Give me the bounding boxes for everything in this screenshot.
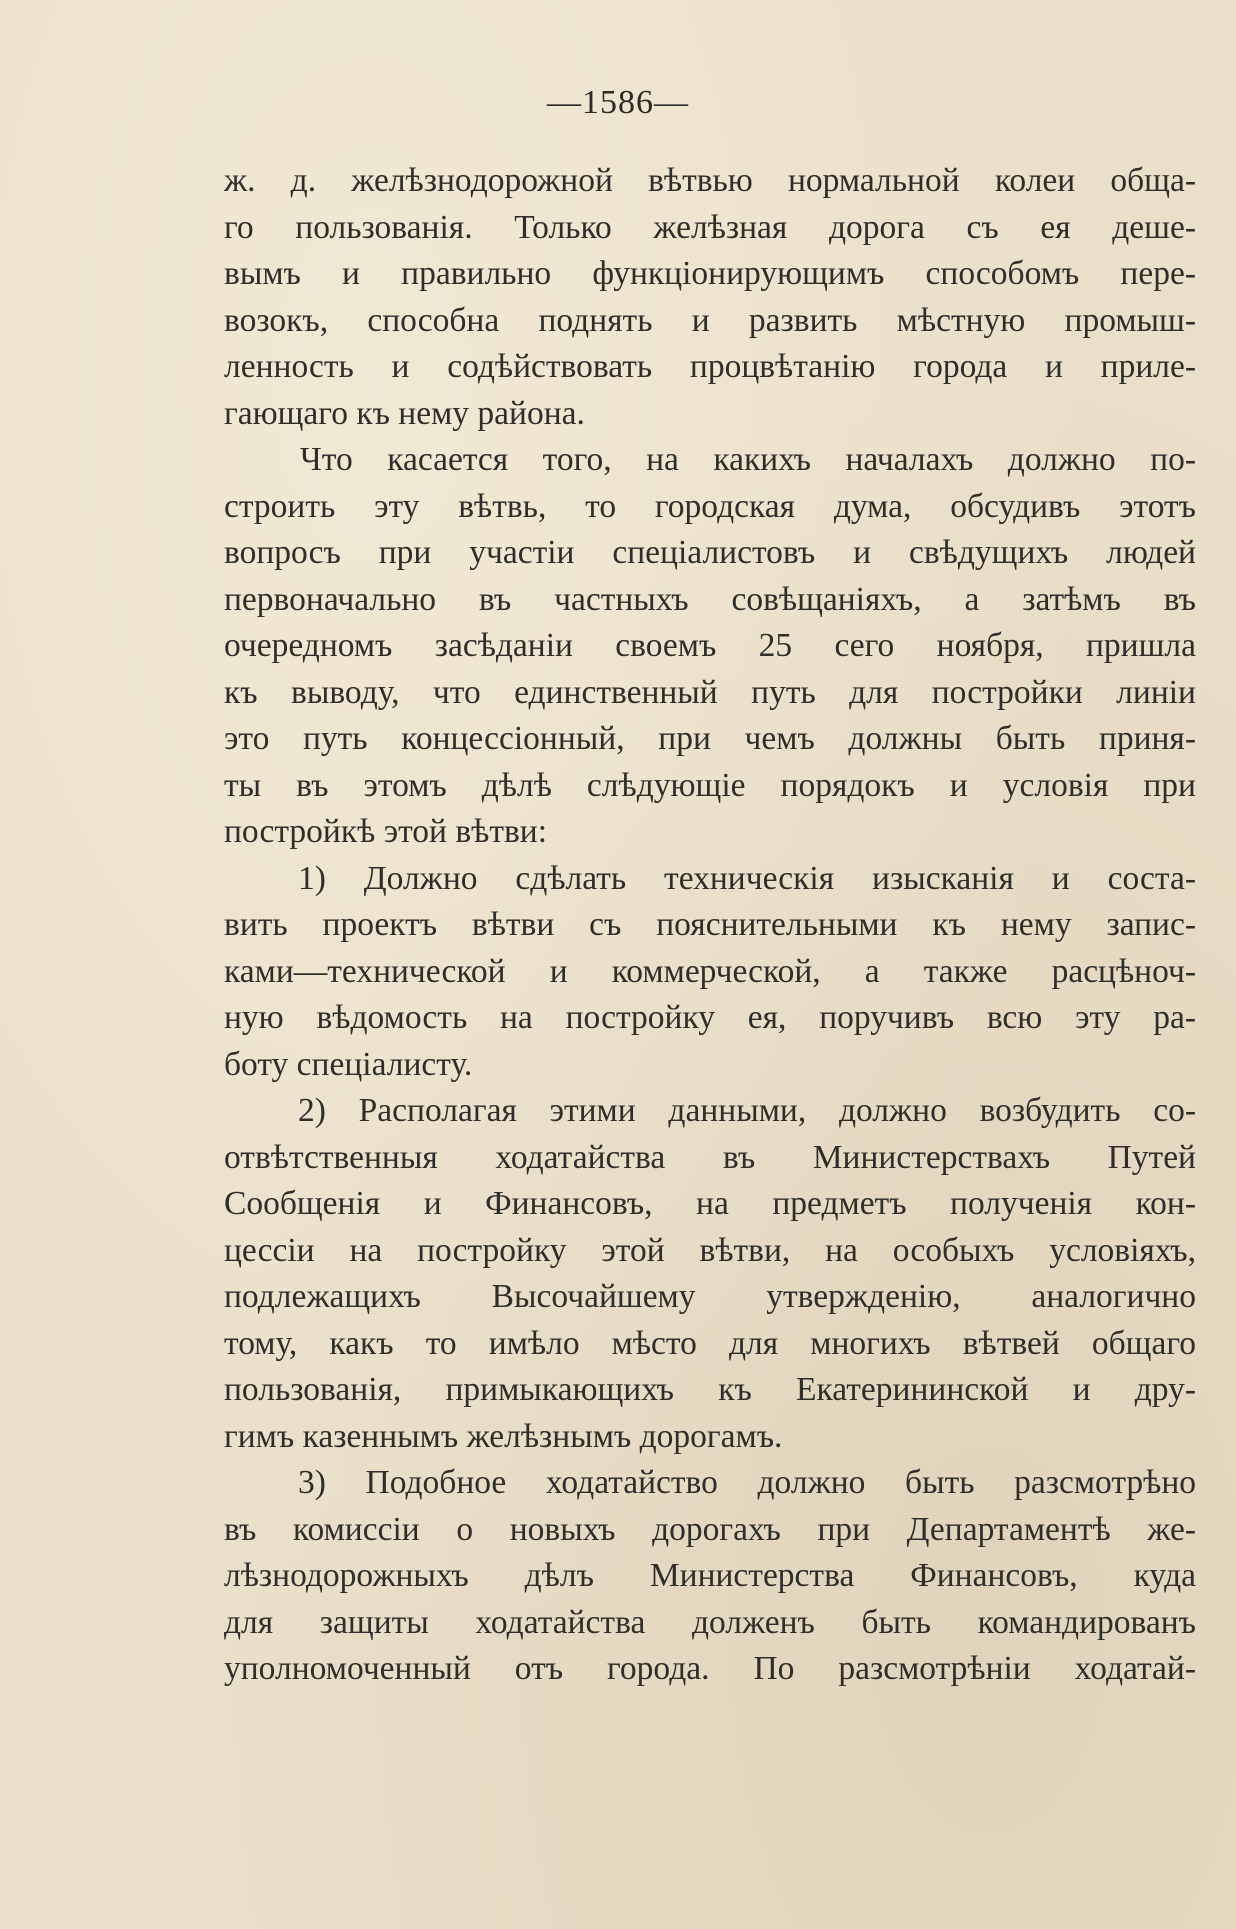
text-line: возокъ, способна поднять и развить мѣстную промыш- [224,301,1196,339]
text-line: Сообщенія и Финансовъ, на предметъ полученія кон- [224,1185,1196,1222]
text-line: ж. д. желѣзнодорожной вѣтвью нормальной колеи обща- [224,162,1196,199]
text-line: уполномоченный отъ города. По разсмотрѣніи ходатай- [224,1650,1196,1687]
text-line: ками—технической и коммерческой, а также расцѣноч- [224,952,1196,990]
text-line: подлежащихъ Высочайшему утвержденію, аналогично [224,1278,1196,1315]
text-line: гающаго къ нему района. [224,394,585,432]
text-line: вить проектъ вѣтви съ пояснительными къ нему запис- [224,906,1196,943]
text-line: очередномъ засѣданіи своемъ 25 сего ноября, пришла [224,627,1196,664]
text-line: это путь концессіонный, при чемъ должны быть приня- [224,720,1196,757]
text-line: вопросъ при участіи спеціалистовъ и свѣдущихъ людей [224,534,1196,571]
text-line: 2) Располагая этими данными, должно возбудить со- [298,1092,1196,1129]
text-line: пользованія, примыкающихъ къ Екатерининской и дру- [224,1371,1196,1408]
text-line: гимъ казеннымъ желѣзнымъ дорогамъ. [224,1417,783,1455]
text-line: 1) Должно сдѣлать техническія изысканія и соста- [298,859,1196,897]
text-line: къ выводу, что единственный путь для постройки линіи [224,673,1196,711]
text-line: постройкѣ этой вѣтви: [224,813,548,850]
page-number: —1586— [547,84,689,121]
text-line: тому, какъ то имѣло мѣсто для многихъ вѣтвей общаго [224,1324,1196,1362]
text-line: го пользованія. Только желѣзная дорога съ ея деше- [224,208,1196,246]
text-line: отвѣтственныя ходатайства въ Министерствахъ Путей [224,1138,1196,1176]
text-line: ленность и содѣйствовать процвѣтанію города и приле- [224,348,1196,385]
text-line: цессіи на постройку этой вѣтви, на особыхъ условіяхъ, [224,1231,1196,1269]
text-line: боту спеціалисту. [224,1045,473,1083]
text-line: 3) Подобное ходатайство должно быть разсмотрѣно [298,1464,1196,1501]
text-line: въ комиссіи о новыхъ дорогахъ при Департаментѣ же- [224,1510,1196,1548]
text-line: лѣзнодорожныхъ дѣлъ Министерства Финансовъ, куда [224,1557,1196,1594]
text-line: строить эту вѣтвь, то городская дума, обсудивъ этотъ [224,487,1196,525]
text-line: первоначально въ частныхъ совѣщаніяхъ, а затѣмъ въ [224,580,1196,618]
text-line: ты въ этомъ дѣлѣ слѣдующіе порядокъ и условія при [224,766,1196,804]
text-line: для защиты ходатайства долженъ быть командированъ [224,1603,1196,1641]
body-text [224,158,1196,1693]
text-line: вымъ и правильно функціонирующимъ способомъ пере- [224,255,1196,292]
text-line: Что касается того, на какихъ началахъ должно по- [300,441,1196,478]
text-line: ную вѣдомость на постройку ея, поручивъ всю эту ра- [224,999,1196,1036]
